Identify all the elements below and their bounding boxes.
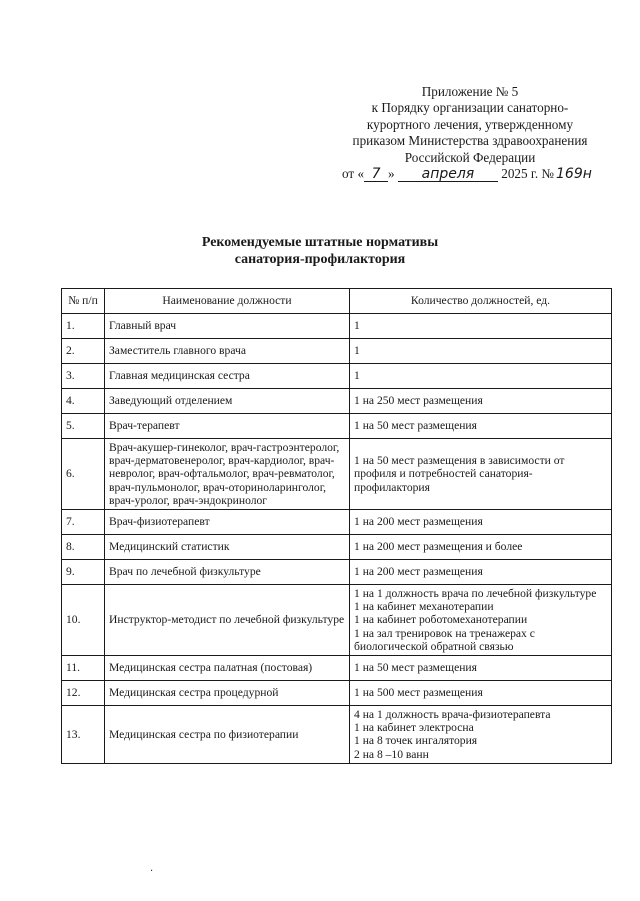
appendix-reference-line: приказом Министерства здравоохранения bbox=[352, 133, 588, 149]
row-number: 8. bbox=[62, 535, 105, 560]
appendix-reference-line: курортного лечения, утвержденному bbox=[366, 116, 574, 132]
document-title bbox=[0, 234, 640, 268]
position-name: Заместитель главного врача bbox=[105, 339, 350, 364]
row-number: 11. bbox=[62, 656, 105, 681]
row-number: 10. bbox=[62, 585, 105, 656]
staffing-table bbox=[61, 288, 612, 764]
appendix-reference-line: Российской Федерации bbox=[404, 149, 536, 165]
position-quantity: 1 на 200 мест размещения и более bbox=[350, 535, 612, 560]
title-line: Рекомендуемые штатные нормативы bbox=[201, 235, 439, 250]
position-quantity: 1 на 250 мест размещения bbox=[350, 389, 612, 414]
appendix-number: Приложение № 5 bbox=[421, 84, 519, 99]
quantity-line: 1 на 1 должность врача по лечебной физкультуре bbox=[354, 587, 597, 601]
table-row bbox=[62, 706, 612, 764]
order-date-line bbox=[330, 166, 610, 182]
order-year: 2025 г. № bbox=[501, 166, 555, 182]
table-row bbox=[62, 414, 612, 439]
position-quantity bbox=[350, 585, 612, 656]
row-number: 12. bbox=[62, 681, 105, 706]
appendix-header bbox=[330, 84, 610, 182]
table-row bbox=[62, 585, 612, 656]
table-row bbox=[62, 439, 612, 510]
table-row bbox=[62, 560, 612, 585]
date-prefix: от « bbox=[341, 166, 365, 182]
row-number: 5. bbox=[62, 414, 105, 439]
table-row bbox=[62, 656, 612, 681]
handwritten-order-number: 169н bbox=[556, 166, 592, 183]
quantity-line: 2 на 8 –10 ванн bbox=[354, 747, 429, 761]
quantity-line: 4 на 1 должность врача-физиотерапевта bbox=[354, 708, 551, 722]
row-number: 13. bbox=[62, 706, 105, 764]
position-name: Главный врач bbox=[105, 314, 350, 339]
quantity-line: 1 на зал тренировок на тренажерах с биологической обратной связью bbox=[354, 626, 535, 653]
table-row bbox=[62, 339, 612, 364]
table-row bbox=[62, 314, 612, 339]
handwritten-day: 7 bbox=[364, 167, 388, 182]
scan-speck: ‧ bbox=[150, 866, 154, 877]
title-line: санатория-профилактория bbox=[234, 252, 406, 267]
table-row bbox=[62, 389, 612, 414]
position-quantity: 1 на 50 мест размещения bbox=[350, 414, 612, 439]
date-separator: » bbox=[388, 166, 395, 182]
position-name: Врач-терапевт bbox=[105, 414, 350, 439]
position-name: Медицинская сестра палатная (постовая) bbox=[105, 656, 350, 681]
position-quantity bbox=[350, 706, 612, 764]
row-number: 3. bbox=[62, 364, 105, 389]
position-name: Врач-акушер-гинеколог, врач-гастроэнтеролог, врач-дерматовенеролог, врач-кардиолог, врач-невролог, врач-офтальмолог, врач-ревматолог, врач-пульмонолог, врач-оториноларинголог, врач-уролог, врач-эндокринолог bbox=[105, 439, 350, 510]
table-row bbox=[62, 535, 612, 560]
row-number: 4. bbox=[62, 389, 105, 414]
appendix-reference-line: к Порядку организации санаторно- bbox=[371, 100, 569, 116]
table-header-row bbox=[62, 289, 612, 314]
row-number: 7. bbox=[62, 510, 105, 535]
position-name: Медицинская сестра процедурной bbox=[105, 681, 350, 706]
header-position: Наименование должности bbox=[105, 289, 350, 314]
position-quantity: 1 на 500 мест размещения bbox=[350, 681, 612, 706]
position-quantity: 1 на 50 мест размещения bbox=[350, 656, 612, 681]
position-quantity: 1 bbox=[350, 364, 612, 389]
quantity-line: 1 на кабинет роботомеханотерапии bbox=[354, 613, 528, 627]
position-name: Медицинский статистик bbox=[105, 535, 350, 560]
position-name: Медицинская сестра по физиотерапии bbox=[105, 706, 350, 764]
position-name: Врач-физиотерапевт bbox=[105, 510, 350, 535]
position-quantity: 1 bbox=[350, 314, 612, 339]
table-row bbox=[62, 681, 612, 706]
position-quantity: 1 на 50 мест размещения в зависимости от профиля и потребностей санатория-профилактория bbox=[350, 439, 612, 510]
quantity-line: 1 на кабинет механотерапии bbox=[354, 600, 494, 614]
row-number: 2. bbox=[62, 339, 105, 364]
row-number: 6. bbox=[62, 439, 105, 510]
header-number: № п/п bbox=[62, 289, 105, 314]
position-quantity: 1 на 200 мест размещения bbox=[350, 510, 612, 535]
position-quantity: 1 на 200 мест размещения bbox=[350, 560, 612, 585]
table-row bbox=[62, 510, 612, 535]
quantity-line: 1 на кабинет электросна bbox=[354, 721, 474, 735]
header-quantity: Количество должностей, ед. bbox=[350, 289, 612, 314]
position-quantity: 1 bbox=[350, 339, 612, 364]
table-row bbox=[62, 364, 612, 389]
row-number: 9. bbox=[62, 560, 105, 585]
position-name: Заведующий отделением bbox=[105, 389, 350, 414]
position-name: Врач по лечебной физкультуре bbox=[105, 560, 350, 585]
position-name: Главная медицинская сестра bbox=[105, 364, 350, 389]
position-name: Инструктор-методист по лечебной физкультуре bbox=[105, 585, 350, 656]
handwritten-month: апреля bbox=[398, 167, 498, 182]
row-number: 1. bbox=[62, 314, 105, 339]
quantity-line: 1 на 8 точек ингалятория bbox=[354, 734, 478, 748]
